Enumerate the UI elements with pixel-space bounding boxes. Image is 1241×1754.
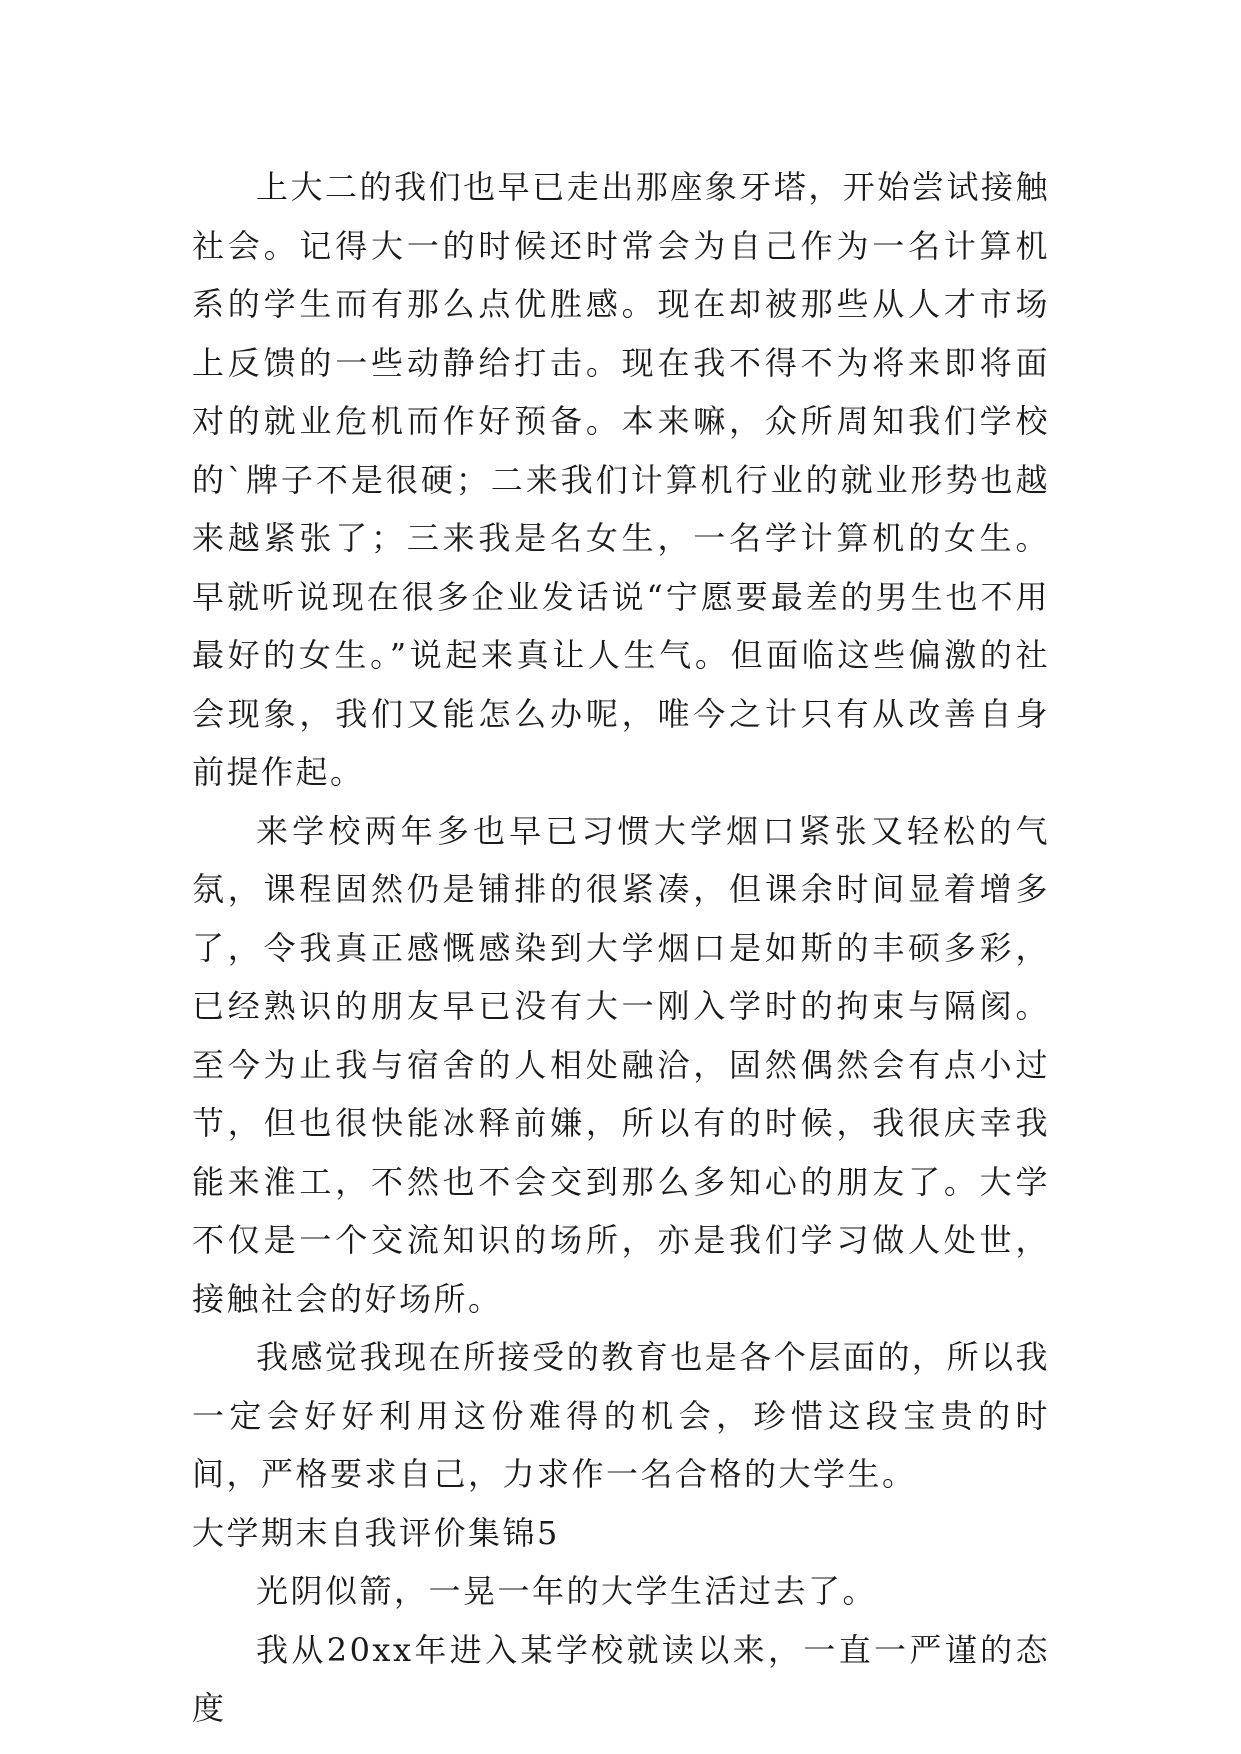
section-heading: 大学期末自我评价集锦5 — [192, 1513, 560, 1552]
paragraph-3: 我感觉我现在所接受的教育也是各个层面的，所以我一定会好好利用这份难得的机会，珍惜这段宝贵的时间，严格要求自己，力求作一名合格的大学生。 — [192, 1338, 1050, 1493]
document-body — [192, 158, 1050, 1738]
paragraph-2: 来学校两年多也早已习惯大学烟口紧张又轻松的气氛，课程固然仍是铺排的很紧凑，但课余时间显着增多了，令我真正感慨感染到大学烟口是如斯的丰硕多彩，已经熟识的朋友早已没有大一刚入学时的拘束与隔阂。至今为止我与宿舍的人相处融洽，固然偶然会有点小过节，但也很快能冰释前嫌，所以有的时候，我很庆幸我能来淮工，不然也不会交到那么多知心的朋友了。大学不仅是一个交流知识的场所，亦是我们学习做人处世，接触社会的好场所。 — [192, 811, 1050, 1318]
section-paragraph-1: 光阴似箭，一晃一年的大学生活过去了。 — [256, 1572, 878, 1610]
paragraph-1: 上大二的我们也早已走出那座象牙塔，开始尝试接触社会。记得大一的时候还时常会为自己作为一名计算机系的学生而有那么点优胜感。现在却被那些从人才市场上反馈的一些动静给打击。现在我不得不为将来即将面对的就业危机而作好预备。本来嘛，众所周知我们学校的`牌子不是很硬；二来我们计算机行业的就业形势也越来越紧张了；三来我是名女生，一名学计算机的女生。早就听说现在很多企业发话说“宁愿要最差的男生也不用最好的女生。”说起来真让人生气。但面临这些偏激的社会现象，我们又能怎么办呢，唯今之计只有从改善自身前提作起。 — [192, 168, 1050, 791]
section-paragraph-2: 我从20xx年进入某学校就读以来，一直一严谨的态度 — [192, 1630, 1050, 1727]
